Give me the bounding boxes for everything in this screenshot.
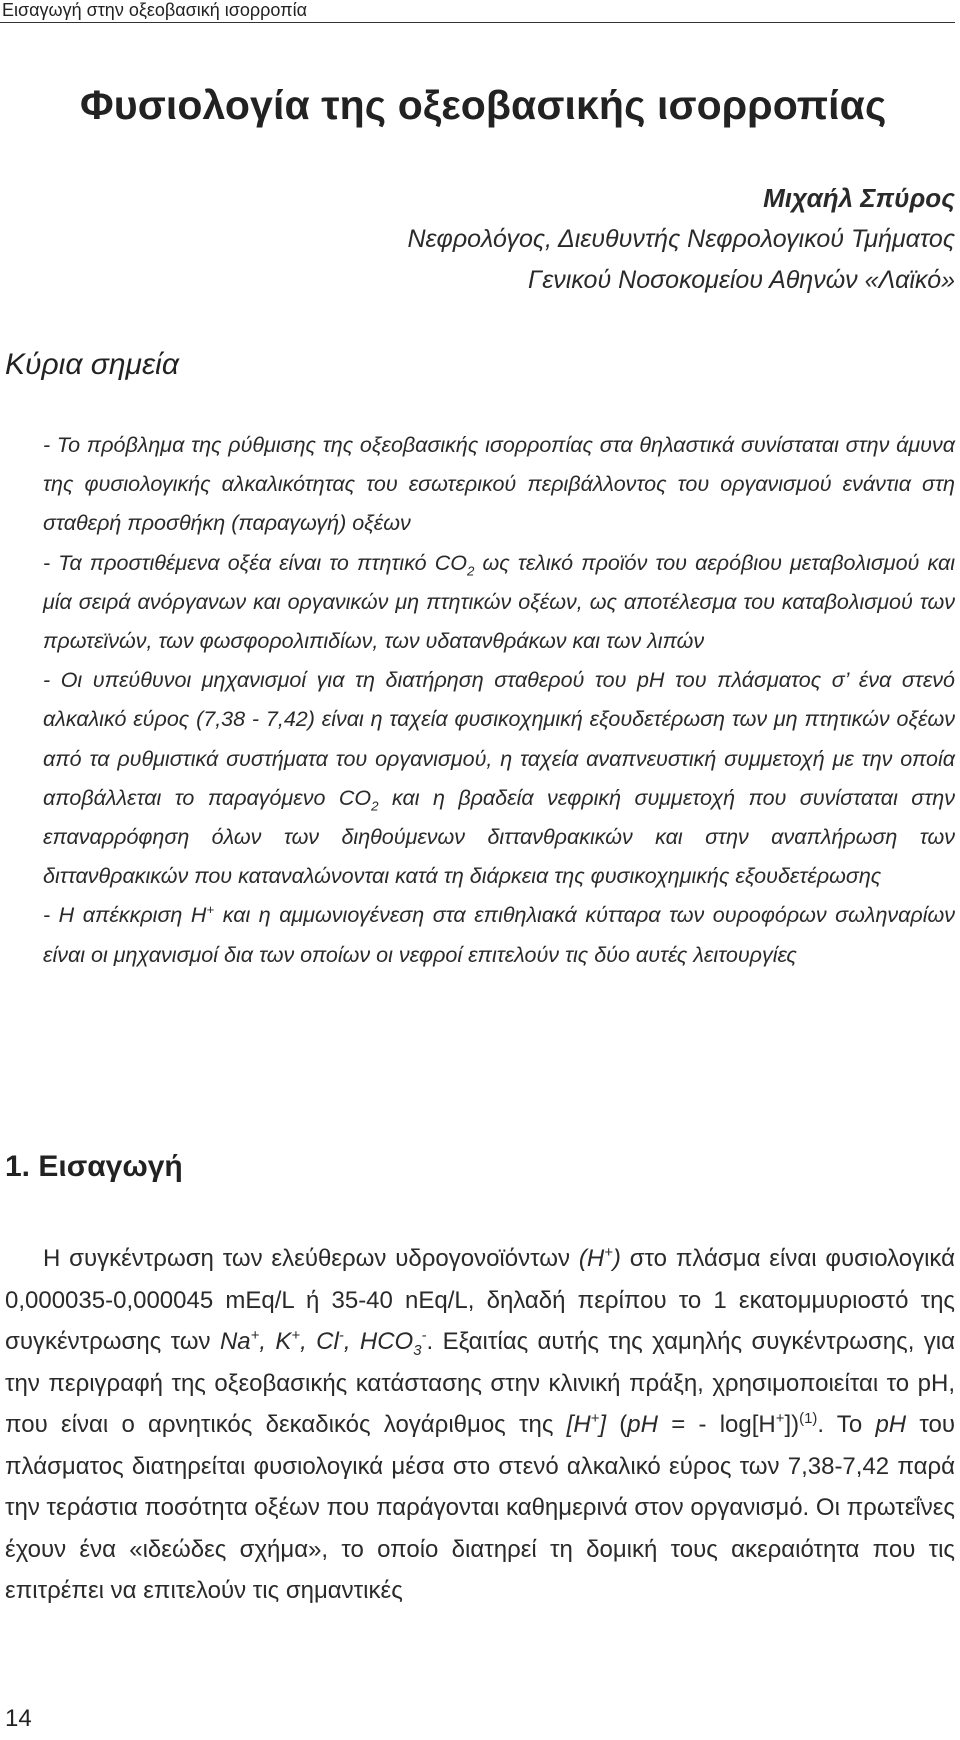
key-point-4: - Η απέκκριση H+ και η αμμωνιογένεση στα επιθηλιακά κύτταρα των ουροφόρων σωληναρίων είναι οι μηχανισμοί δια των οποίων οι νεφροί επιτελούν τις δύο αυτές λειτουργίες [43, 902, 955, 967]
page-number: 14 [5, 1705, 32, 1732]
author-name: Μιχαήλ Σπύρος [763, 183, 955, 213]
running-header [0, 0, 955, 23]
article-title: Φυσιολογία της οξεοβασικής ισορροπίας [80, 82, 887, 128]
section-heading: 1. Εισαγωγή [5, 1150, 183, 1183]
key-points-list [5, 426, 955, 975]
body-paragraph: Η συγκέντρωση των ελεύθερων υδρογονοϊόντων (H+) στο πλάσμα είναι φυσιολογικά 0,000035-0,000045 mEq/L ή 35-40 nEq/L, δηλαδή περίπου το 1 εκατομμυριοστό της συγκέντρωσης των Na+, K+, Cl-, $HCO_3^-$. Εξαιτίας αυτής της χαμηλής συγκέντρωσης, για την περιγραφή της οξεοβασικής κατάστασης στην κλινική πράξη, χρησιμοποιείται το pH, που είναι ο αρνητικός δεκαδικός λογάριθμος της [H+] (pH = - log[H+])$^{(1)}$. Το pH του πλάσματος διατηρείται φυσιολογικά μέσα στο στενό αλκαλικό εύρος των 7,38-7,42 παρά την τεράστια ποσότητα οξέων που παράγονται καθημερινά στον οργανισμό. Οι πρωτεΐνες έχουν ένα «ιδεώδες σχήμα», το οποίο διατηρεί τη δομική τους ακεραιότητα που τις επιτρέπει να επιτελούν τις σημαντικές [5, 1245, 956, 1604]
section-body [5, 1238, 955, 1612]
author-affiliation-line2: Γενικού Νοσοκομείου Αθηνών «Λαϊκό» [528, 266, 955, 294]
key-point-2: - Τα προστιθέμενα οξέα είναι το πτητικό $CO_2$ ως τελικό προϊόν του αερόβιου μεταβολισμού και μία σειρά ανόργανων και οργανικών μη πτητικών οξέων, ως αποτέλεσμα του καταβολισμού των πρωτεϊνών, των φωσφορολιπιδίων, των υδατανθράκων και των λιπών [43, 550, 955, 654]
author-affiliation-line1: Νεφρολόγος, Διευθυντής Νεφρολογικού Τμήματος [407, 225, 955, 253]
key-point-1: - Το πρόβλημα της ρύθμισης της οξεοβασικής ισορροπίας στα θηλαστικά συνίσταται στην άμυνα της φυσιολογικής αλκαλικότητας του εσωτερικού περιβάλλοντος του οργανισμού ενάντια στη σταθερή προσθήκη (παραγωγή) οξέων [43, 433, 955, 536]
running-head-text: Εισαγωγή στην οξεοβασική ισορροπία [2, 0, 307, 20]
key-points-heading: Κύρια σημεία [5, 348, 179, 381]
author-block [407, 178, 955, 301]
key-point-3: - Οι υπεύθυνοι μηχανισμοί για τη διατήρηση σταθερού του pH του πλάσματος σ’ ένα στενό αλκαλικό εύρος (7,38 - 7,42) είναι η ταχεία φυσικοχημική εξουδετέρωση των μη πτητικών οξέων από τα ρυθμιστικά συστήματα του οργανισμού, η ταχεία αναπνευστική συμμετοχή με την οποία αποβάλλεται το παραγόμενο $CO_2$ και η βραδεία νεφρική συμμετοχή που συνίσταται στην επαναρρόφηση όλων των διηθούμενων διττανθρακικών και στην αναπλήρωση των διττανθρακικών που καταναλώνονται κατά τη διάρκεια της φυσικοχημικής εξουδετέρωσης [43, 668, 955, 889]
